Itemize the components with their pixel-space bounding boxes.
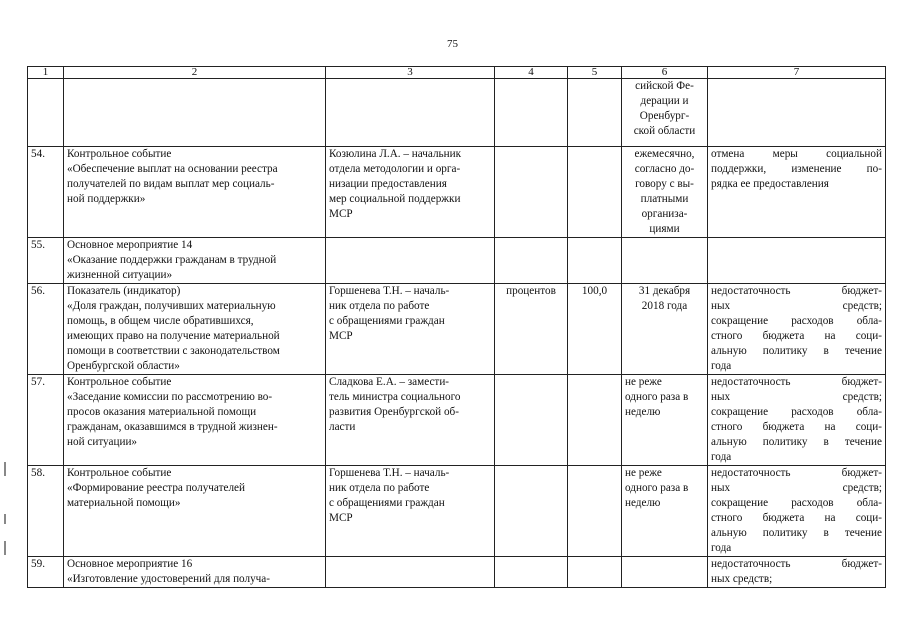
cell-line: МСР xyxy=(329,512,353,524)
cell-deadline xyxy=(622,284,708,375)
header-cell: 7 xyxy=(708,67,886,79)
cell-line: отдела методологии и орга- xyxy=(329,163,461,175)
measures-table xyxy=(27,66,886,588)
cell-line: альную политику в течение xyxy=(711,527,882,539)
cell-value xyxy=(568,238,622,284)
cell-name xyxy=(64,375,326,466)
cell-line: помощи в соответствии с законодательством xyxy=(67,345,280,357)
header-cell: 5 xyxy=(568,67,622,79)
cell-line: альную политику в течение xyxy=(711,436,882,448)
cell-line: сокращение расходов обла- xyxy=(711,315,882,327)
cell-responsible xyxy=(326,284,495,375)
continuation-row xyxy=(28,79,886,147)
cell-line: неделю xyxy=(625,497,661,509)
cell-deadline xyxy=(622,557,708,588)
cell-num xyxy=(28,238,64,284)
cell-line: жизненной ситуации» xyxy=(67,269,173,281)
cell-value xyxy=(568,147,622,238)
cell-line: поддержки, изменение по- xyxy=(711,163,882,175)
header-cell: 2 xyxy=(64,67,326,79)
cell-name xyxy=(64,557,326,588)
cell-line: Контрольное событие xyxy=(67,148,172,160)
cell-line: Основное мероприятие 16 xyxy=(67,558,193,570)
cell-line: одного раза в xyxy=(625,391,689,403)
header-cell: 1 xyxy=(28,67,64,79)
header-cell: 3 xyxy=(326,67,495,79)
cell-num xyxy=(28,375,64,466)
cell-unit xyxy=(495,466,568,557)
cell-name xyxy=(64,284,326,375)
cell-value xyxy=(568,79,622,147)
margin-mark xyxy=(4,462,6,476)
cell-line: сокращение расходов обла- xyxy=(711,497,882,509)
margin-mark xyxy=(4,541,6,555)
cell-line: недостаточность бюджет- xyxy=(711,467,882,479)
cell-name xyxy=(64,466,326,557)
cell-line: гражданам, оказавшимся в трудной жизнен- xyxy=(67,421,278,433)
cell-deadline xyxy=(622,238,708,284)
cell-text: процентов xyxy=(506,285,556,297)
cell-unit xyxy=(495,557,568,588)
cell-line: Оренбургской области» xyxy=(67,360,180,372)
cell-name xyxy=(64,79,326,147)
cell-unit xyxy=(495,79,568,147)
cell-line: получателей по видам выплат мер социаль- xyxy=(67,178,275,190)
cell-line: альную политику в течение xyxy=(711,345,882,357)
cell-line: Горшенева Т.Н. – началь- xyxy=(329,467,450,479)
cell-line: организа- xyxy=(641,208,688,220)
cell-line: МСР xyxy=(329,330,353,342)
cell-text: 58. xyxy=(31,467,45,479)
cell-line: ской области xyxy=(633,125,696,137)
cell-line: ной ситуации» xyxy=(67,436,138,448)
cell-line: 2018 года xyxy=(641,300,688,312)
cell-unit xyxy=(495,147,568,238)
cell-responsible xyxy=(326,557,495,588)
cell-line: с обращениями граждан xyxy=(329,315,445,327)
cell-line: неделю xyxy=(625,406,661,418)
cell-value xyxy=(568,375,622,466)
cell-line: МСР xyxy=(329,208,353,220)
cell-line: просов оказания материальной помощи xyxy=(67,406,257,418)
cell-line: сокращение расходов обла- xyxy=(711,406,882,418)
cell-line: года xyxy=(711,542,732,554)
cell-deadline xyxy=(622,375,708,466)
cell-line: года xyxy=(711,451,732,463)
cell-line: развития Оренбургской об- xyxy=(329,406,459,418)
cell-line: одного раза в xyxy=(625,482,689,494)
cell-line: материальной помощи» xyxy=(67,497,181,509)
cell-line: Основное мероприятие 14 xyxy=(67,239,193,251)
cell-value xyxy=(568,466,622,557)
cell-responsible xyxy=(326,375,495,466)
cell-responsible xyxy=(326,79,495,147)
table-row xyxy=(28,147,886,238)
cell-responsible xyxy=(326,147,495,238)
cell-line: «Обеспечение выплат на основании реестра xyxy=(67,163,278,175)
cell-risks xyxy=(708,375,886,466)
cell-line: ной поддержки» xyxy=(67,193,146,205)
cell-responsible xyxy=(326,238,495,284)
header-cell: 4 xyxy=(495,67,568,79)
cell-num xyxy=(28,284,64,375)
cell-line: ник отдела по работе xyxy=(329,300,430,312)
cell-line: недостаточность бюджет- xyxy=(711,376,882,388)
cell-num xyxy=(28,466,64,557)
cell-value xyxy=(568,284,622,375)
table-row xyxy=(28,557,886,588)
table-row xyxy=(28,238,886,284)
cell-line: мер социальной поддержки xyxy=(329,193,461,205)
cell-line: года xyxy=(711,360,732,372)
cell-line: ласти xyxy=(329,421,356,433)
cell-line: стного бюджета на соци- xyxy=(711,512,882,524)
cell-risks xyxy=(708,238,886,284)
cell-line: платными xyxy=(640,193,689,205)
cell-line: Сладкова Е.А. – замести- xyxy=(329,376,450,388)
cell-line: ных средств; xyxy=(711,391,882,403)
table-row xyxy=(28,284,886,375)
cell-line: недостаточность бюджет- xyxy=(711,558,882,570)
cell-line: Козюлина Л.А. – начальник xyxy=(329,148,462,160)
cell-text: 54. xyxy=(31,148,45,160)
cell-line: дерации и xyxy=(640,95,689,107)
cell-risks xyxy=(708,557,886,588)
cell-line: помощь, в общем числе обратившихся, xyxy=(67,315,254,327)
cell-deadline xyxy=(622,79,708,147)
header-cell: 6 xyxy=(622,67,708,79)
table-row xyxy=(28,375,886,466)
cell-line: Контрольное событие xyxy=(67,376,172,388)
cell-unit xyxy=(495,375,568,466)
cell-text: 55. xyxy=(31,239,45,251)
cell-line: не реже xyxy=(625,467,662,479)
cell-responsible xyxy=(326,466,495,557)
cell-line: тель министра социального xyxy=(329,391,461,403)
cell-line: «Изготовление удостоверений для получа- xyxy=(67,573,271,585)
cell-line: сийской Фе- xyxy=(635,80,694,92)
table-header-row xyxy=(28,67,886,79)
table-body xyxy=(28,67,886,588)
cell-line: Показатель (индикатор) xyxy=(67,285,181,297)
cell-line: «Доля граждан, получивших материальную xyxy=(67,300,276,312)
cell-line: ных средств; xyxy=(711,573,773,585)
cell-line: 31 декабря xyxy=(638,285,691,297)
cell-risks xyxy=(708,466,886,557)
cell-line: не реже xyxy=(625,376,662,388)
cell-name xyxy=(64,238,326,284)
cell-line: стного бюджета на соци- xyxy=(711,330,882,342)
cell-unit xyxy=(495,238,568,284)
cell-line: Горшенева Т.Н. – началь- xyxy=(329,285,450,297)
cell-line: ных средств; xyxy=(711,300,882,312)
cell-text: 57. xyxy=(31,376,45,388)
cell-unit xyxy=(495,284,568,375)
cell-line: согласно до- xyxy=(634,163,695,175)
cell-text: 100,0 xyxy=(581,285,608,297)
cell-line: стного бюджета на соци- xyxy=(711,421,882,433)
cell-line: «Оказание поддержки гражданам в трудной xyxy=(67,254,277,266)
cell-value xyxy=(568,557,622,588)
cell-line: низации предоставления xyxy=(329,178,447,190)
cell-deadline xyxy=(622,466,708,557)
cell-line: Контрольное событие xyxy=(67,467,172,479)
margin-mark xyxy=(4,514,6,524)
cell-line: Оренбург- xyxy=(639,110,690,122)
cell-deadline xyxy=(622,147,708,238)
cell-line: говору с вы- xyxy=(635,178,694,190)
cell-text: 59. xyxy=(31,558,45,570)
cell-line: «Заседание комиссии по рассмотрению во- xyxy=(67,391,273,403)
table-row xyxy=(28,466,886,557)
cell-line: ник отдела по работе xyxy=(329,482,430,494)
cell-line: отмена меры социальной xyxy=(711,148,882,160)
cell-text: 56. xyxy=(31,285,45,297)
cell-line: ежемесячно, xyxy=(634,148,695,160)
cell-line: с обращениями граждан xyxy=(329,497,445,509)
cell-risks xyxy=(708,284,886,375)
cell-line: недостаточность бюджет- xyxy=(711,285,882,297)
cell-line: имеющих право на получение материальной xyxy=(67,330,280,342)
cell-num xyxy=(28,557,64,588)
cell-risks xyxy=(708,147,886,238)
cell-line: ных средств; xyxy=(711,482,882,494)
cell-num xyxy=(28,147,64,238)
cell-line: циями xyxy=(649,223,680,235)
page-number: 75 xyxy=(447,38,458,50)
cell-num xyxy=(28,79,64,147)
cell-line: «Формирование реестра получателей xyxy=(67,482,245,494)
cell-line: рядка ее предоставления xyxy=(711,178,829,190)
cell-risks xyxy=(708,79,886,147)
cell-name xyxy=(64,147,326,238)
